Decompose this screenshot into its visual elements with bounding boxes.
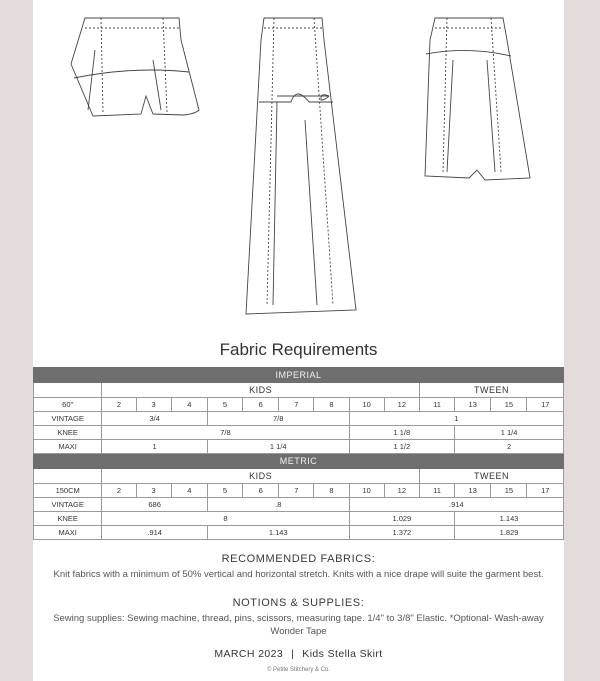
size-cell: 5	[207, 484, 242, 498]
size-cell: 3	[136, 484, 171, 498]
notions-supplies-heading: NOTIONS & SUPPLIES:	[232, 597, 365, 609]
page-footer	[33, 648, 564, 660]
metric-band: METRIC	[34, 454, 564, 469]
row-label: KNEE	[34, 512, 102, 526]
imperial-kids-label: KIDS	[102, 383, 420, 398]
meterage-cell: 8	[102, 512, 349, 526]
meterage-cell: 1.829	[455, 526, 564, 540]
metric-kids-label: KIDS	[102, 469, 420, 484]
meterage-cell: 1.372	[349, 526, 455, 540]
imperial-knee-row	[34, 426, 564, 440]
imperial-group-row	[34, 383, 564, 398]
imperial-size-row	[34, 398, 564, 412]
size-cell: 8	[314, 484, 349, 498]
yardage-cell: 1 1/4	[455, 426, 564, 440]
pattern-page	[33, 0, 564, 681]
size-cell: 2	[102, 398, 136, 412]
size-cell: 3	[136, 398, 171, 412]
vintage-skirt-drawing	[71, 18, 199, 116]
metric-width-label: 150CM	[34, 484, 102, 498]
imperial-tween-label: TWEEN	[419, 383, 563, 398]
metric-vintage-row	[34, 498, 564, 512]
row-label: KNEE	[34, 426, 102, 440]
imperial-width-label: 60"	[34, 398, 102, 412]
size-cell: 4	[171, 484, 207, 498]
size-cell: 6	[243, 484, 279, 498]
row-label: MAXI	[34, 526, 102, 540]
imperial-band-row	[34, 368, 564, 383]
size-cell: 11	[419, 484, 454, 498]
size-cell: 7	[279, 484, 314, 498]
size-cell: 10	[349, 484, 384, 498]
copyright-notice: © Petite Stitchery & Co.	[266, 667, 331, 673]
size-cell: 10	[349, 398, 384, 412]
yardage-cell: 1	[102, 440, 208, 454]
size-cell: 2	[102, 484, 136, 498]
footer-date: MARCH 2023	[214, 648, 284, 660]
meterage-cell: 686	[102, 498, 208, 512]
size-cell: 11	[419, 398, 454, 412]
footer-separator: |	[291, 648, 295, 660]
size-cell: 4	[171, 398, 207, 412]
skirt-technical-drawings	[33, 0, 564, 330]
size-cell: 12	[384, 484, 419, 498]
metric-band-row	[34, 454, 564, 469]
yardage-cell: 2	[455, 440, 564, 454]
knee-skirt-drawing	[425, 18, 530, 180]
meterage-cell: 1.029	[349, 512, 455, 526]
size-cell: 13	[455, 484, 491, 498]
metric-maxi-row	[34, 526, 564, 540]
size-cell: 5	[207, 398, 242, 412]
footer-pattern-name: Kids Stella Skirt	[302, 648, 383, 660]
size-cell: 12	[384, 398, 419, 412]
size-cell: 17	[527, 398, 564, 412]
yardage-cell: 1 1/4	[207, 440, 349, 454]
row-label: VINTAGE	[34, 412, 102, 426]
yardage-cell: 1 1/2	[349, 440, 455, 454]
imperial-band: IMPERIAL	[34, 368, 564, 383]
size-cell: 15	[491, 484, 527, 498]
yardage-cell: 7/8	[207, 412, 349, 426]
metric-group-row	[34, 469, 564, 484]
yardage-cell: 3/4	[102, 412, 208, 426]
imperial-vintage-row	[34, 412, 564, 426]
meterage-cell: .8	[207, 498, 349, 512]
fabric-requirements-title: Fabric Requirements	[219, 340, 378, 359]
meterage-cell: .914	[102, 526, 208, 540]
row-label: MAXI	[34, 440, 102, 454]
imperial-group-spacer	[34, 383, 102, 398]
size-cell: 13	[455, 398, 491, 412]
size-cell: 17	[527, 484, 564, 498]
size-cell: 8	[314, 398, 349, 412]
row-label: VINTAGE	[34, 498, 102, 512]
yardage-cell: 1 1/8	[349, 426, 455, 440]
yardage-cell: 7/8	[102, 426, 349, 440]
meterage-cell: .914	[349, 498, 563, 512]
meterage-cell: 1.143	[455, 512, 564, 526]
maxi-skirt-drawing	[246, 18, 356, 314]
yardage-cell: 1	[349, 412, 563, 426]
size-cell: 6	[243, 398, 279, 412]
metric-tween-label: TWEEN	[419, 469, 563, 484]
notions-supplies-text: Sewing supplies: Sewing machine, thread, pins, scissors, measuring tape. 1/4" to 3/8" Elastic. *Optional- Wash-away Wonder Tape	[53, 613, 544, 637]
imperial-maxi-row	[34, 440, 564, 454]
fabric-requirements-table	[33, 367, 564, 540]
meterage-cell: 1.143	[207, 526, 349, 540]
metric-group-spacer	[34, 469, 102, 484]
metric-knee-row	[34, 512, 564, 526]
recommended-fabrics-heading: RECOMMENDED FABRICS:	[221, 553, 376, 565]
metric-size-row	[34, 484, 564, 498]
size-cell: 7	[279, 398, 314, 412]
size-cell: 15	[491, 398, 527, 412]
recommended-fabrics-text: Knit fabrics with a minimum of 50% vertical and horizontal stretch. Knits with a nice drape will suite the garment best.	[53, 569, 544, 580]
